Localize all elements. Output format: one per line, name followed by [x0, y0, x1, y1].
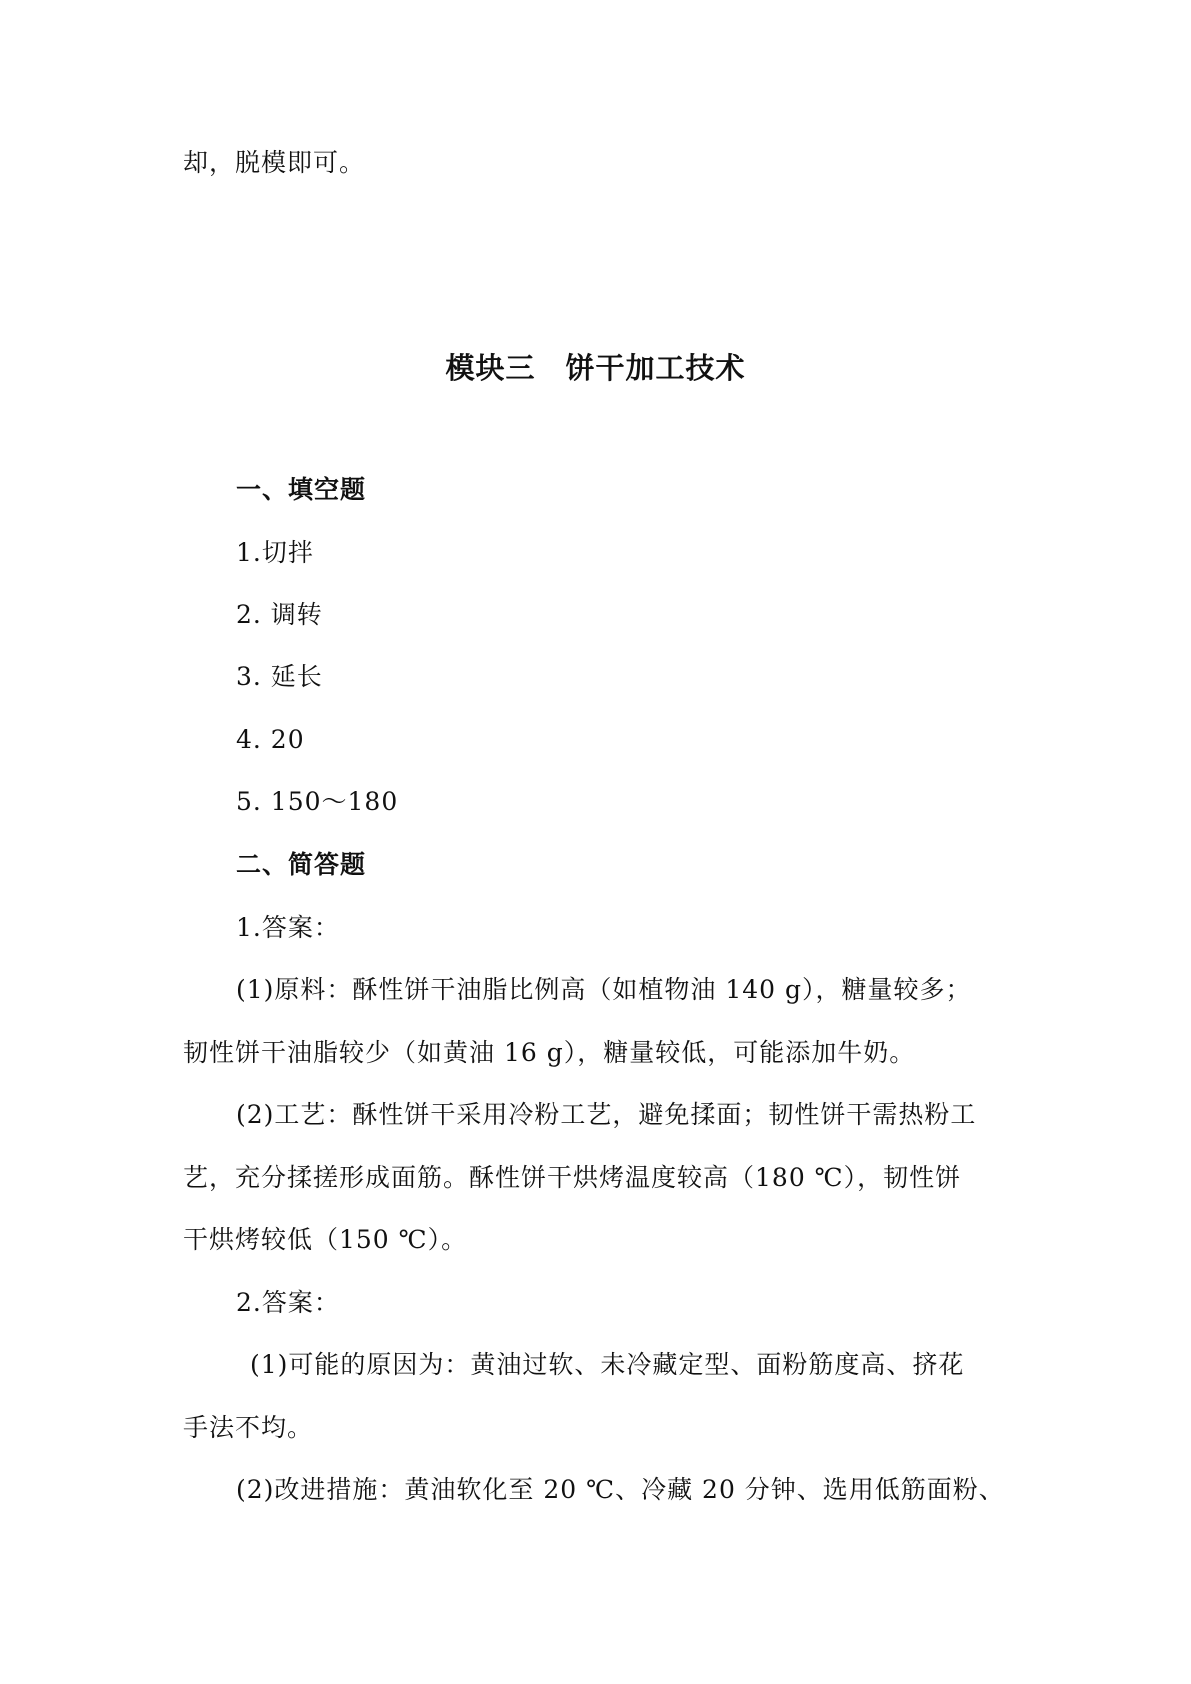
section-heading-short-answer: 二、简答题	[236, 850, 367, 879]
answer-item: 3. 延长	[236, 662, 323, 691]
paragraph-line: 韧性饼干油脂较少（如黄油 16 g），糖量较低，可能添加牛奶。	[183, 1038, 916, 1067]
paragraph-line: (2)工艺：酥性饼干采用冷粉工艺，避免揉面；韧性饼干需热粉工	[236, 1100, 977, 1129]
answer-item: 4. 20	[236, 725, 305, 754]
section-heading-fill-blank: 一、填空题	[236, 475, 367, 504]
paragraph-line: (2)改进措施：黄油软化至 20 ℃、冷藏 20 分钟、选用低筋面粉、	[236, 1475, 1005, 1504]
paragraph-line: 艺，充分揉搓形成面筋。酥性饼干烘烤温度较高（180 ℃），韧性饼	[183, 1163, 962, 1192]
module-title: 模块三 饼干加工技术	[445, 351, 746, 385]
question-label: 1.答案：	[236, 913, 340, 942]
paragraph-line: 干烘烤较低（150 ℃）。	[183, 1225, 468, 1254]
continuation-text: 却，脱模即可。	[183, 148, 366, 177]
paragraph-line: 手法不均。	[183, 1413, 314, 1442]
paragraph-line: (1)可能的原因为：黄油过软、未冷藏定型、面粉筋度高、挤花	[250, 1350, 965, 1379]
question-label: 2.答案：	[236, 1288, 340, 1317]
answer-item: 1.切拌	[236, 538, 314, 567]
answer-item: 5. 150～180	[236, 787, 399, 816]
answer-item: 2. 调转	[236, 600, 323, 629]
paragraph-line: (1)原料：酥性饼干油脂比例高（如植物油 140 g），糖量较多；	[236, 975, 972, 1004]
